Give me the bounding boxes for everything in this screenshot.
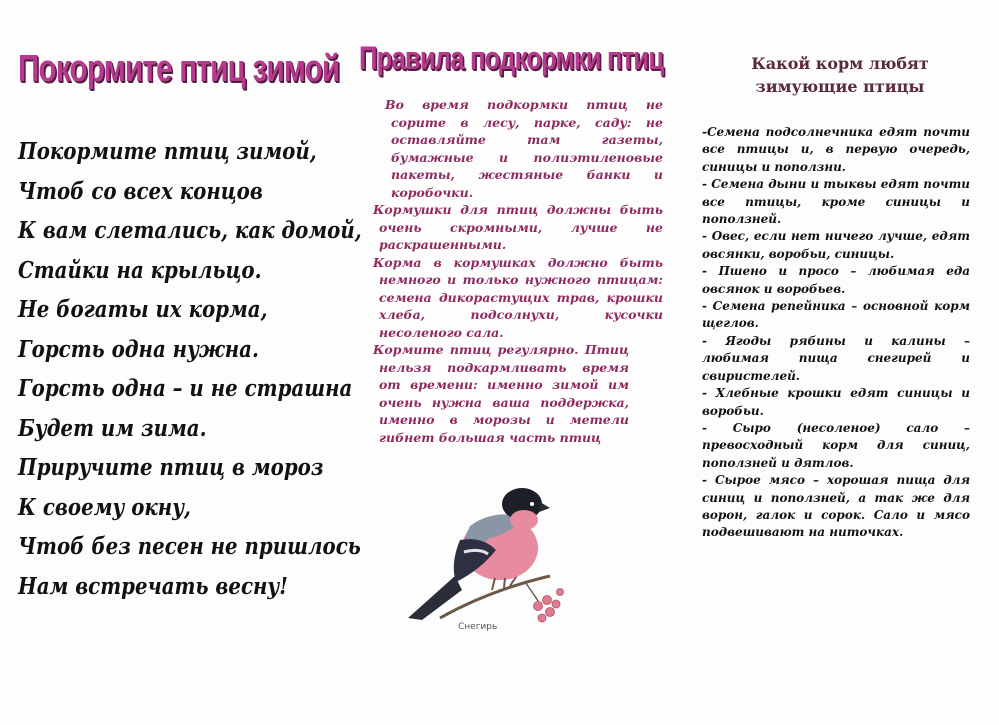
rule-item: Корма в кормушках должно быть немного и только нужного птицам: семена дикорастущих трав, крошки хлеба, подсолнухи, кусочки несоленого сала. xyxy=(373,254,663,340)
poem-title: Покормите птиц зимой xyxy=(18,48,340,90)
feed-title-line: зимующие птицы xyxy=(755,77,925,96)
rules-title: Правила подкормки птиц xyxy=(359,40,664,76)
rule-item: Кормушки для птиц должны быть очень скромными, лучше не раскрашенными. xyxy=(373,202,663,252)
feed-item: - Овес, если нет ничего лучше, едят овсянки, воробьи, синицы. xyxy=(702,229,970,261)
rule-item: Во время подкормки птиц не сорите в лесу, парке, саду: не оставляйте там газеты, бумажные и полиэтиленовые пакеты, жестяные банки и коробочки. xyxy=(385,97,663,200)
feed-title xyxy=(720,52,960,98)
feed-item: -Семена подсолнечника едят почти все птицы и, в первую очередь, синицы и поползни. xyxy=(702,125,970,174)
poem-line: Стайки на крыльцо. xyxy=(18,256,262,284)
poem-line: Покормите птиц зимой, xyxy=(18,138,317,165)
illustration-caption: Снегирь xyxy=(458,622,498,632)
rowan-berries xyxy=(534,589,564,623)
feed-item: - Хлебные крошки едят синицы и воробьи. xyxy=(702,386,970,418)
poem-line: Приручите птиц в мороз xyxy=(18,454,324,481)
rules-list xyxy=(373,96,663,446)
feed-item: - Сыро (несоленое) сало – превосходный корм для синиц, поползней и дятлов. xyxy=(702,420,970,470)
poem-line: Будет им зима. xyxy=(18,414,207,442)
feed-title-line: Какой корм любят xyxy=(751,54,929,73)
poem-line: Чтоб со всех концов xyxy=(18,177,263,205)
feed-item: - Семена репейника – основной корм щеглов. xyxy=(702,299,970,331)
feed-column xyxy=(690,0,990,725)
feed-item: - Ягоды рябины и калины – любимая пища снегирей и свиристелей. xyxy=(702,333,970,383)
feed-item: - Пшено и просо – любимая еда овсянок и воробьев. xyxy=(702,264,970,296)
poem-text xyxy=(18,132,362,606)
poem-column xyxy=(0,0,362,725)
bullfinch-illustration xyxy=(400,478,580,638)
poem-line: Чтоб без песен не пришлось xyxy=(18,533,361,560)
poem-line: К вам слетались, как домой, xyxy=(18,217,362,244)
poem-line: Нам встречать весну! xyxy=(18,572,288,600)
feed-list xyxy=(702,124,970,542)
poem-line: К своему окну, xyxy=(18,493,191,521)
rule-item: Кормите птиц регулярно. Птиц нельзя подкармливать время от времени: именно зимой им очень нужна ваша поддержка, именно в морозы и метели гибнет большая часть птиц xyxy=(373,342,629,445)
poem-line: Горсть одна – и не страшна xyxy=(18,375,353,402)
poem-line: Не богаты их корма, xyxy=(18,296,268,323)
feed-item: - Сырое мясо – хорошая пища для синиц и поползней, а так же для ворон, галок и сорок. Сало и мясо подвешивают на ниточках. xyxy=(702,473,970,540)
poem-line: Горсть одна нужна. xyxy=(18,335,259,363)
feed-item: - Семена дыни и тыквы едят почти все птицы, кроме синицы и поползней. xyxy=(702,177,970,227)
